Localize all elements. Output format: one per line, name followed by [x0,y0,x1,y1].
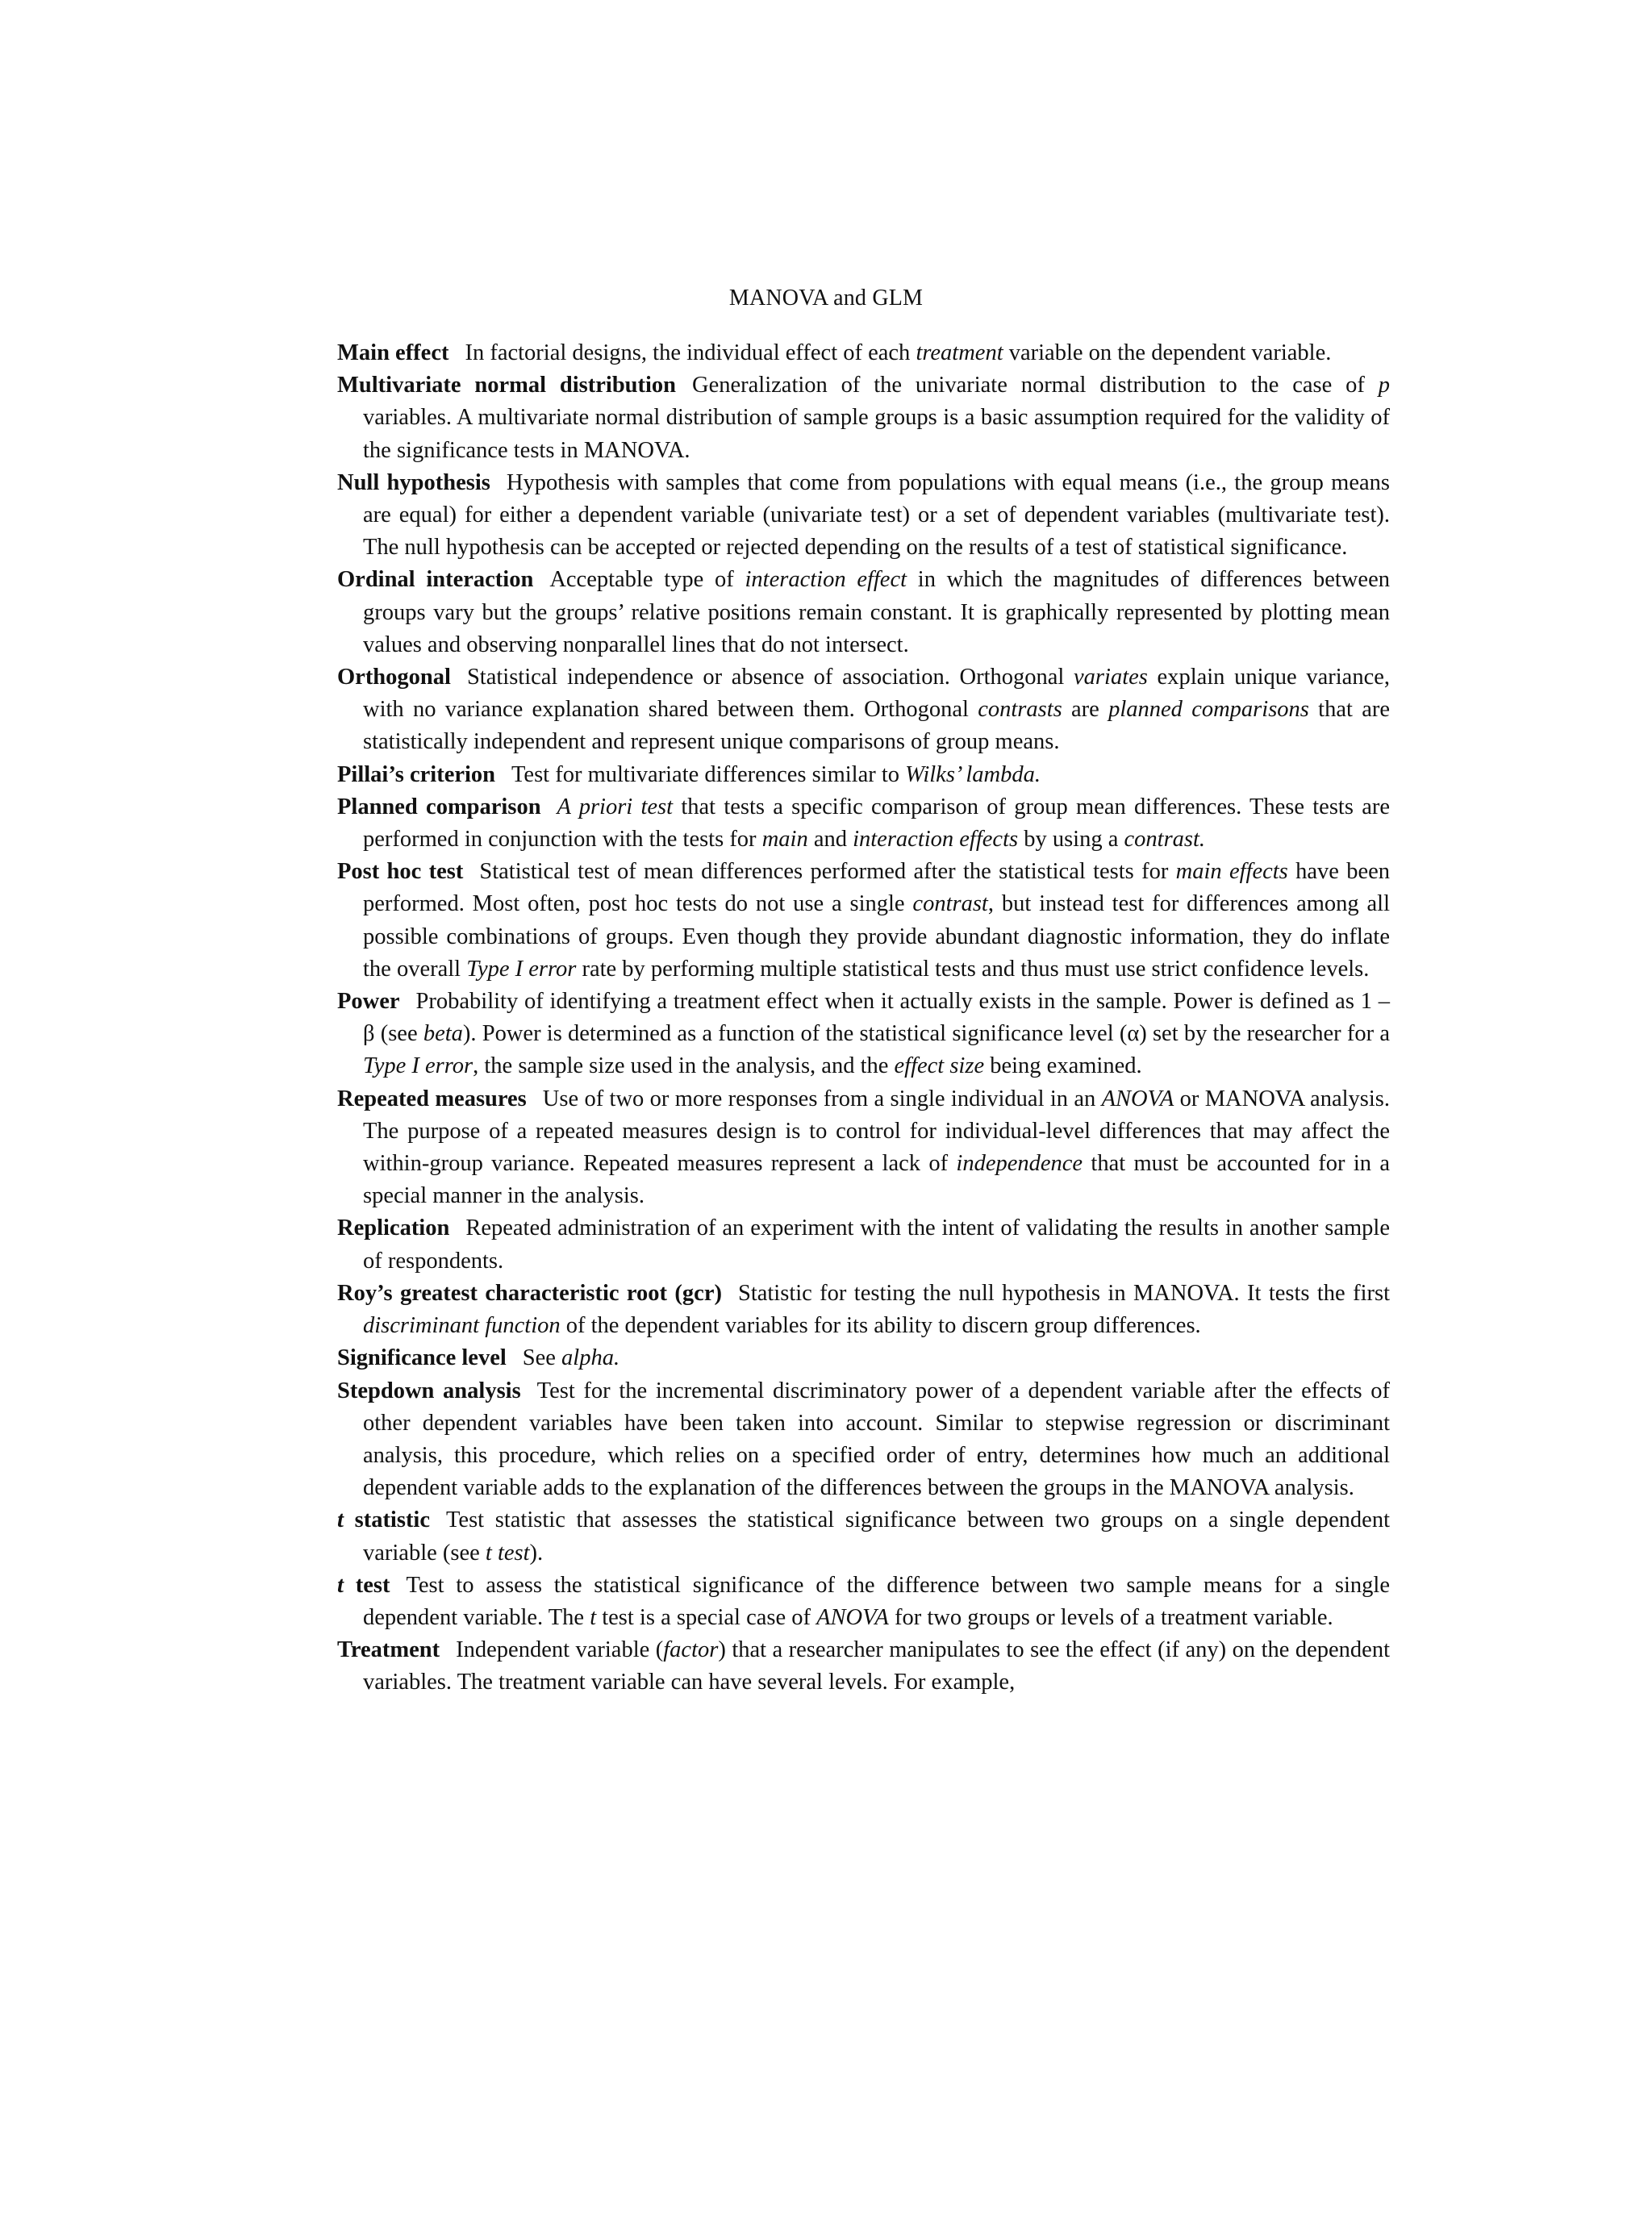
text-run: Statistical independence or absence of association. Orthogonal [466,665,1074,690]
text-run: , but instead test for differences among all possible combinations of groups. Even though they provide abundant diagnostic information, they do inflate the overall [363,891,1390,982]
text-run: rate by performing multiple statistical tests and thus must use strict confidence levels. [576,956,1370,982]
italic-run: treatment [916,340,1003,365]
glossary-term [337,1378,521,1403]
text-run: variables. A multivariate normal distribution of sample groups is a basic assumption required for the validity of the significance tests in MANOVA. [363,405,1390,463]
text-run: Planned comparison [337,794,541,819]
glossary-term [337,567,533,592]
text-run: Multivariate normal distribution [337,373,677,398]
italic-run: A priori test [557,794,674,819]
glossary-term [337,859,463,884]
italic-run: variates [1074,665,1148,690]
glossary [337,337,1390,1699]
text-run: Hypothesis with samples that come from populations with equal means (i.e., the group means are equal) for either a dependent variable (univariate test) or a set of dependent variables (multivariate test). The null hypothesis can be accepted or rejected depending on the results of a test of statistical significance. [363,469,1390,561]
glossary-entry [337,791,1390,856]
glossary-entry [337,467,1390,565]
glossary-entry [337,1634,1390,1699]
text-run: for two groups or levels of a treatment variable. [888,1604,1333,1630]
text-run: Test to assess the statistical significance of the difference between two sample means for a single dependent variable. The [363,1572,1390,1630]
running-head: MANOVA and GLM [728,286,924,311]
glossary-definition [465,340,1331,365]
text-run: Repeated measures [337,1086,527,1111]
text-run: of the dependent variables for its ability to discern group differences. [560,1313,1201,1339]
text-run: Main effect [337,340,449,365]
glossary-term [337,794,541,819]
text-run: Stepdown analysis [337,1378,521,1403]
text-run: being examined. [984,1053,1142,1079]
italic-run: interaction effect [745,567,907,593]
italic-run: effect size [894,1053,985,1079]
text-run: variable on the dependent variable. [1003,340,1332,365]
italic-run: t [337,1507,344,1533]
glossary-entry [337,1212,1390,1277]
text-run: Power [337,989,400,1015]
glossary-entry [337,759,1390,791]
text-run: ) that a researcher manipulates to see the effect (if any) on the dependent variables. The treatment variable can have several levels. For example, [363,1637,1391,1695]
text-run: Pillai’s criterion [337,761,496,787]
glossary-term [337,470,490,495]
text-run: statistic [343,1507,430,1533]
text-run: that tests a specific comparison of group mean differences. These tests are performed in conjunction with the tests for [363,794,1390,853]
glossary-definition [363,1573,1390,1630]
italic-run: contrast [912,891,988,917]
text-run: ). Power is determined as a function of the statistical significance level (α) set by the researcher for a [462,1021,1390,1047]
text-run: in which the magnitudes of differences between groups vary but the groups’ relative positions remain constant. It is graphically represented by plotting mean values and observing nonparallel lines that do not intersect. [363,567,1390,657]
italic-run: ANOVA [1101,1086,1174,1111]
glossary-definition [363,989,1390,1078]
text-run: Treatment [337,1637,440,1663]
text-run: Orthogonal [337,665,451,690]
italic-run: discriminant function [363,1313,561,1339]
glossary-entry [337,1083,1390,1213]
text-run: Ordinal interaction [337,567,534,593]
italic-run: main effects [1175,859,1288,885]
italic-run: Type I error [466,956,577,982]
text-run: that are statistically independent and represent unique comparisons of group means. [363,697,1390,755]
italic-run: main [761,827,808,853]
glossary-term [337,1345,507,1370]
glossary-term [337,1086,527,1111]
glossary-term [337,1281,722,1306]
text-run: Test statistic that assesses the statistical significance between two groups on a single dependent variable (see [363,1507,1390,1566]
text-run: Statistical test of mean differences performed after the statistical tests for [479,859,1176,885]
glossary-entry [337,1570,1390,1634]
text-run: test is a special case of [596,1604,817,1630]
text-run: Significance level [337,1345,507,1371]
italic-run: Wilks’ lambda. [905,761,1041,787]
text-run: Generalization of the univariate normal distribution to the case of [692,373,1379,398]
glossary-entry [337,1278,1390,1342]
italic-run: contrasts [978,697,1062,723]
italic-run: alpha. [561,1345,620,1371]
italic-run: p [1378,373,1390,398]
glossary-term [337,1215,449,1241]
text-run: See [522,1345,562,1371]
italic-run: contrast. [1124,827,1206,853]
text-run: Independent variable ( [456,1637,664,1663]
text-run: Post hoc test [337,859,464,885]
glossary-term [337,989,400,1014]
italic-run: planned comparisons [1108,697,1309,723]
text-run: Test for the incremental discriminatory power of a dependent variable after the effects of other dependent variables have been taken into account. Similar to stepwise regression or discriminant analysis, this procedure, which relies on a specified order of entry, determines how much an additional dependent variable adds to the explanation of the differences between the groups in the MANOVA analysis. [363,1378,1390,1501]
text-run: explain unique variance, with no variance explanation shared between them. Orthogonal [363,665,1390,723]
italic-run: independence [956,1151,1083,1177]
glossary-term [337,665,451,690]
glossary-term [337,762,495,787]
glossary-entry [337,564,1390,661]
text-run: Null hypothesis [337,469,490,495]
text-run: Replication [337,1215,450,1241]
text-run: Repeated administration of an experiment with the intent of validating the results in another sample of respondents. [363,1215,1390,1274]
glossary-definition [363,1637,1390,1695]
glossary-definition [363,859,1390,982]
text-run: by using a [1018,827,1124,853]
italic-run: factor [663,1637,719,1663]
glossary-definition [523,1345,620,1370]
glossary-entry [337,369,1390,467]
text-run: , the sample size used in the analysis, and the [473,1053,895,1079]
text-run: ). [529,1540,544,1566]
text-run: Use of two or more responses from a single individual in an [542,1086,1102,1111]
glossary-term [337,373,676,398]
text-run: In factorial designs, the individual effect of each [465,340,916,365]
glossary-definition [363,1507,1390,1565]
text-run: have been performed. Most often, post hoc tests do not use a single [363,859,1391,917]
glossary-entry [337,1504,1390,1569]
italic-run: ANOVA [816,1604,889,1630]
italic-run: t [590,1604,597,1630]
text-run: Probability of identifying a treatment effect when it actually exists in the sample. Power is defined as 1 – β (see [363,989,1390,1047]
text-run: and [807,827,853,853]
glossary-term [337,1573,390,1598]
text-run: Acceptable type of [549,567,745,593]
text-run: Roy’s greatest characteristic root (gcr) [337,1280,722,1306]
italic-run: t [337,1572,344,1598]
glossary-entry [337,661,1390,759]
italic-run: beta [423,1021,463,1047]
italic-run: interaction effects [853,827,1019,853]
glossary-entry [337,986,1390,1083]
glossary-term [337,1637,440,1662]
glossary-entry [337,1342,1390,1374]
italic-run: Type I error [363,1053,473,1079]
glossary-definition [363,1215,1390,1273]
text-run: are [1062,697,1109,723]
text-run: test [343,1572,390,1598]
glossary-entry [337,856,1390,986]
text-run: Test for multivariate differences similar to [511,761,906,787]
text-run: that must be accounted for in a special manner in the analysis. [363,1151,1390,1209]
italic-run: t test [485,1540,530,1566]
text-run: Statistic for testing the null hypothesis in MANOVA. It tests the first [737,1280,1390,1306]
glossary-entry [337,1375,1390,1505]
glossary-definition [363,665,1390,754]
glossary-term [337,340,448,365]
glossary-entry [337,337,1390,369]
glossary-definition [363,470,1390,560]
text-run: or MANOVA analysis. The purpose of a repeated measures design is to control for individual-level differences that may affect the within-group variance. Repeated measures represent a lack of [363,1086,1390,1177]
glossary-term [337,1507,430,1532]
glossary-definition [511,762,1041,787]
